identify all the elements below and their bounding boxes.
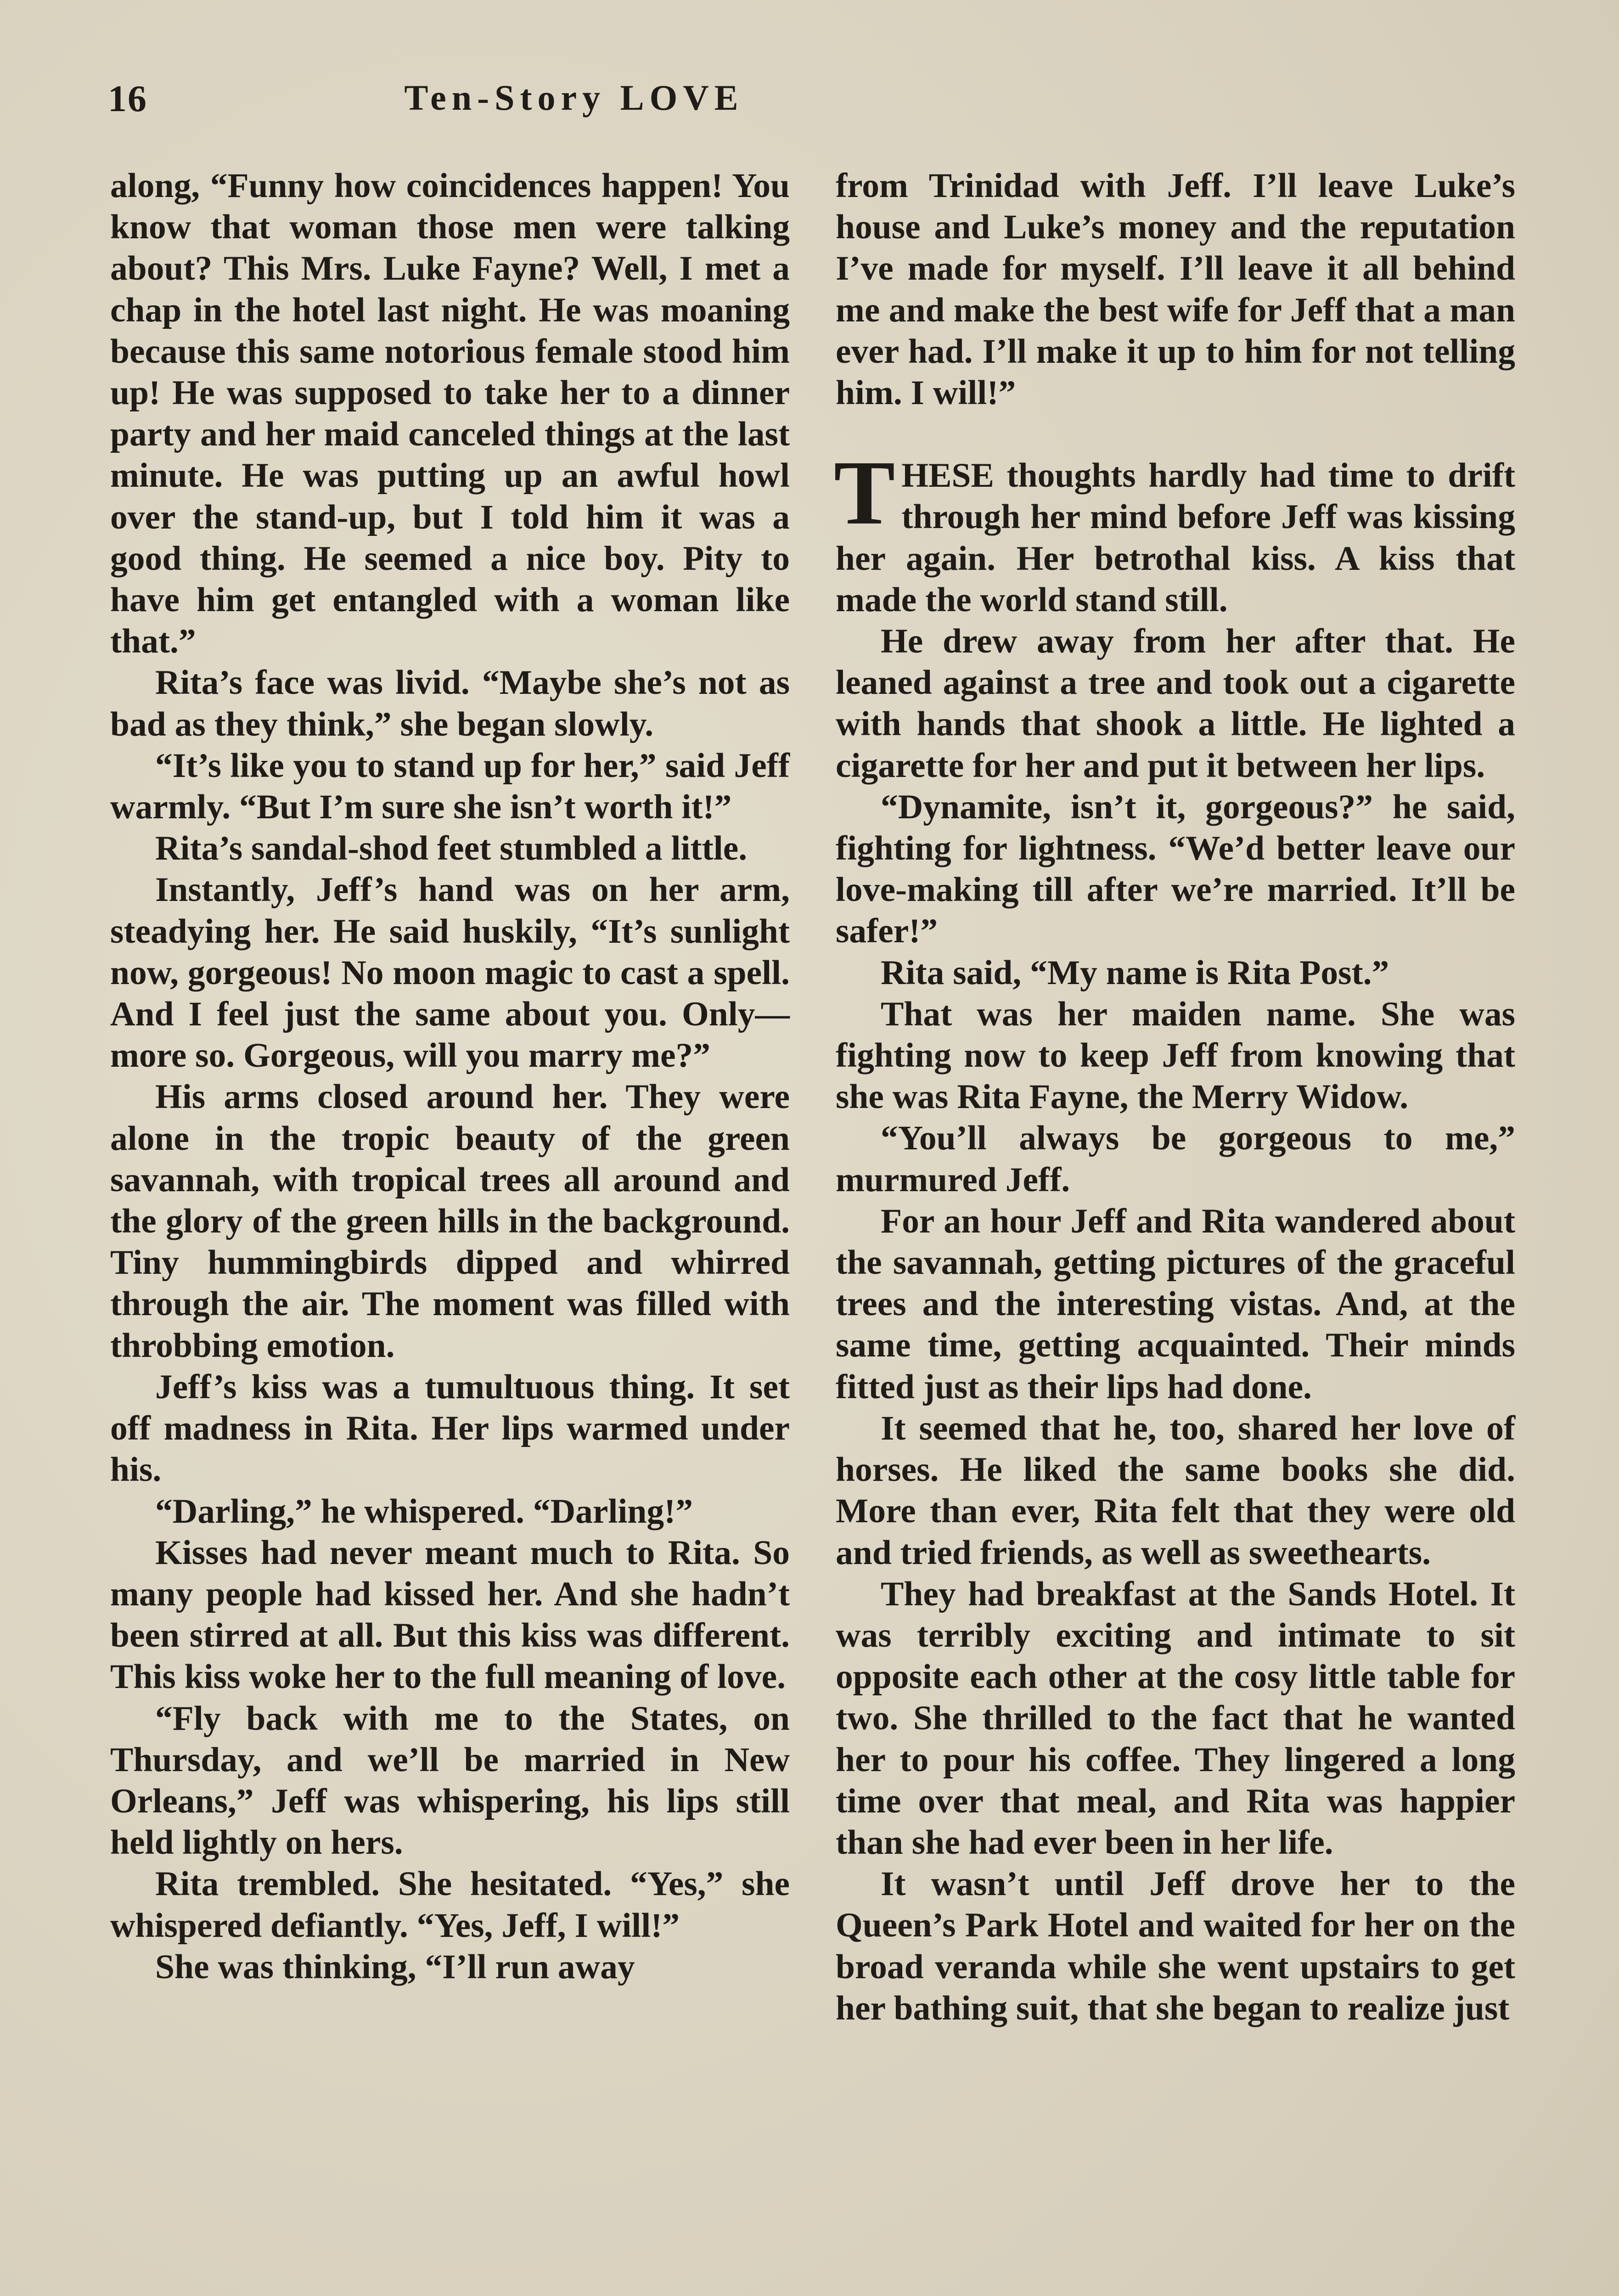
left-column bbox=[110, 165, 790, 1988]
section-opening-paragraph bbox=[834, 442, 1515, 621]
drop-cap: T bbox=[834, 442, 895, 544]
paragraph: Rita’s face was livid. “Maybe she’s not as bad as they think,” she began slowly. bbox=[110, 664, 790, 743]
paragraph: She was thinking, “I’ll run away bbox=[155, 1947, 635, 1986]
paragraph: He drew away from her after that. He leaned against a tree and took out a cigarette with hands that shook a little. He lighted a cigarette for her and put it between her lips. bbox=[836, 622, 1515, 785]
magazine-title: Ten-Story LOVE bbox=[404, 78, 744, 118]
paragraph: “It’s like you to stand up for her,” said Jeff warmly. “But I’m sure she isn’t worth it!” bbox=[110, 746, 790, 827]
paragraph: For an hour Jeff and Rita wandered about the savannah, getting pictures of the graceful trees and the interesting vistas. And, at the same time, getting acquainted. Their minds fitted just as their lips had done. bbox=[836, 1202, 1515, 1406]
paragraph: Kisses had never meant much to Rita. So many people had kissed her. And she hadn’t been stirred at all. But this kiss was different. This kiss woke her to the full meaning of love. bbox=[110, 1533, 790, 1696]
paragraph: “Darling,” he whispered. “Darling!” bbox=[155, 1492, 693, 1531]
paragraph: from Trinidad with Jeff. I’ll leave Luke’s house and Luke’s money and the reputation I’ve made for myself. I’ll leave it all behind me and make the best wife for Jeff that a man ever had. I’ll make it up to him for not telling him. I will!” bbox=[836, 167, 1515, 412]
paragraph: Jeff’s kiss was a tumultuous thing. It set off madness in Rita. Her lips warmed under his. bbox=[110, 1367, 790, 1489]
paragraph: “Dynamite, isn’t it, gorgeous?” he said, fighting for lightness. “We’d better leave our love-making till after we’re married. It’ll be safer!” bbox=[836, 788, 1515, 951]
paragraph: It wasn’t until Jeff drove her to the Queen’s Park Hotel and waited for her on the broad veranda while she went upstairs to get her bathing suit, that she began to realize just bbox=[836, 1865, 1515, 2027]
paragraph: That was her maiden name. She was fighting now to keep Jeff from knowing that she was Rita Fayne, the Merry Widow. bbox=[836, 995, 1515, 1116]
paragraph: “You’ll always be gorgeous to me,” murmured Jeff. bbox=[836, 1119, 1515, 1199]
paragraph: Rita trembled. She hesitated. “Yes,” she whispered defiantly. “Yes, Jeff, I will!” bbox=[110, 1865, 790, 1945]
page-header bbox=[108, 77, 1040, 128]
paragraph: along, “Funny how coincidences happen! You know that woman those men were talking about? This Mrs. Luke Fayne? Well, I met a chap in the hotel last night. He was moaning because this same notorious female stood him up! He was supposed to take her to a dinner party and her maid canceled things at the last minute. He was putting up an awful howl over the stand-up, but I told him it was a good thing. He seemed a nice boy. Pity to have him get entangled with a woman like that.” bbox=[110, 167, 790, 661]
paragraph: They had breakfast at the Sands Hotel. It was terribly exciting and intimate to sit opposite each other at the cosy little table for two. She thrilled to the fact that he wanted her to pour his coffee. They lingered a long time over that meal, and Rita was happier than she had ever been in her life. bbox=[836, 1575, 1515, 1862]
drop-cap-paragraph-text: HESE thoughts hardly had time to drift through her mind before Jeff was kissing her again. Her betrothal kiss. A kiss that made the world stand still. bbox=[836, 456, 1515, 619]
paragraph: “Fly back with me to the States, on Thursday, and we’ll be married in New Orleans,” Jeff was whispering, his lips still held lightly on hers. bbox=[110, 1699, 790, 1862]
paragraph: Instantly, Jeff’s hand was on her arm, steadying her. He said huskily, “It’s sunlight now, gorgeous! No moon magic to cast a spell. And I feel just the same about you. Only—more so. Gorgeous, will you marry me?” bbox=[110, 871, 790, 1075]
paragraph: It seemed that he, too, shared her love of horses. He liked the same books she did. More than ever, Rita felt that they were old and tried friends, as well as sweethearts. bbox=[836, 1409, 1515, 1572]
page-number: 16 bbox=[108, 78, 147, 119]
right-column bbox=[836, 165, 1515, 2029]
paragraph: His arms closed around her. They were alone in the tropic beauty of the green savannah, with tropical trees all around and the glory of the green hills in the background. Tiny hummingbirds dipped and whirred through the air. The moment was filled with throbbing emotion. bbox=[110, 1078, 790, 1365]
paragraph: Rita’s sandal-shod feet stumbled a little. bbox=[155, 829, 748, 868]
paragraph: Rita said, “My name is Rita Post.” bbox=[881, 953, 1389, 992]
